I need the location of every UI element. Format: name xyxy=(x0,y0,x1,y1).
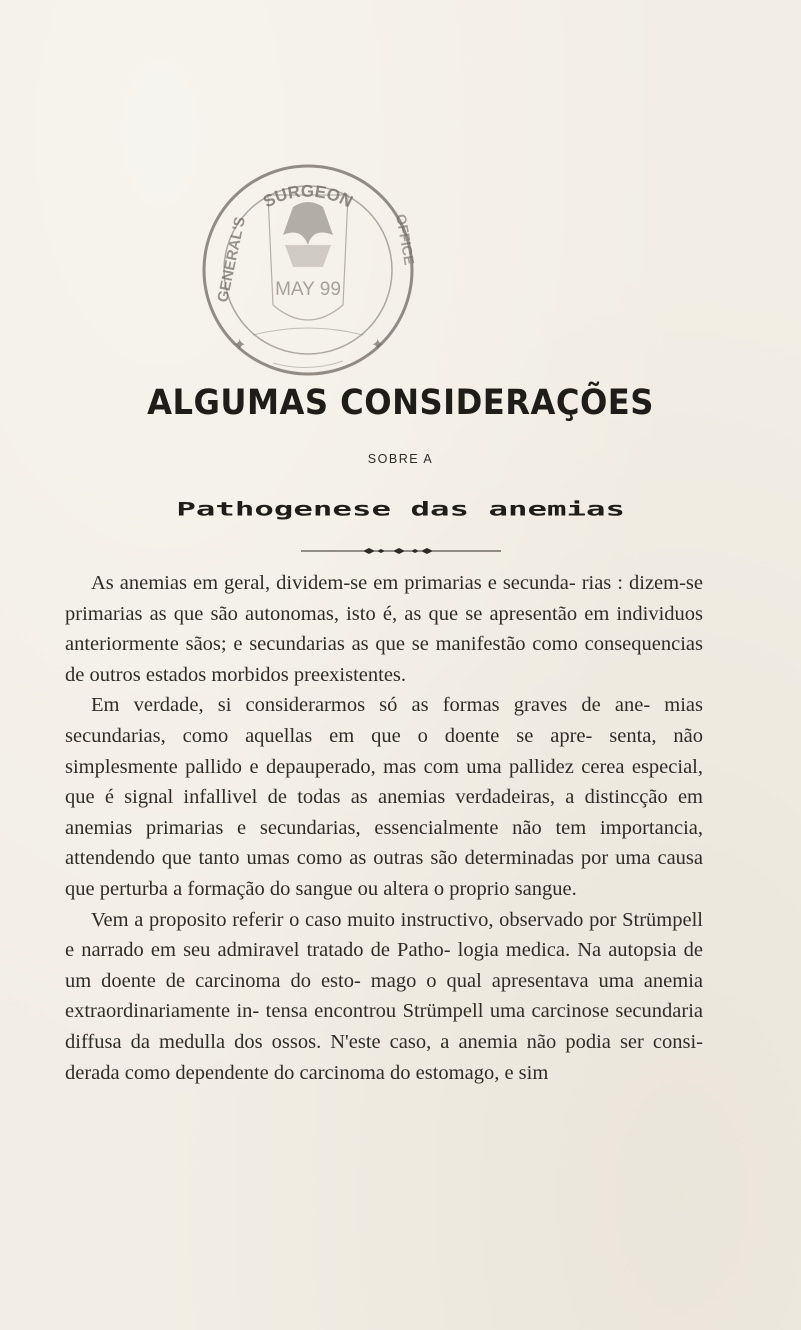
stamp-seal-icon xyxy=(193,135,423,407)
document-title: ALGUMAS CONSIDERAÇÕES xyxy=(147,383,654,423)
paragraph: Vem a proposito referir o caso muito instructivo, observado por Strümpell e narrado em seu admiravel tratado de Patho- logia medica. Na autopsia de um doente de carcinoma do esto- mago o qual apresentava uma anemia extraordinariamente in- tensa encontrou Strümpell uma carcinose secundaria diffusa da medulla dos ossos. N'este caso, a anemia não podia ser consi- derada como dependente do carcinoma do estomago, e sim xyxy=(65,908,703,1084)
divider-ornament xyxy=(301,545,501,557)
paragraph: As anemias em geral, dividem-se em primarias e secunda- rias : dizem-se primarias as que são autonomas, isto é, as que se apresentão em individuos anteriormente sãos; e secundarias as que se manifestão como consequencias de outros estados morbidos preexistentes. xyxy=(65,572,703,686)
document-subtitle: SOBRE A xyxy=(367,452,434,466)
stamp-date: MAY 99 xyxy=(275,279,341,300)
body-text xyxy=(65,568,703,1088)
stamp-left-text: GENERAL'S xyxy=(214,215,249,304)
library-stamp xyxy=(193,135,423,407)
stamp-top-text: SURGEON xyxy=(260,181,356,212)
svg-text:✦: ✦ xyxy=(371,337,385,354)
svg-text:✦: ✦ xyxy=(233,337,247,354)
section-heading-text: Pathogenese das anemias xyxy=(176,498,625,521)
paragraph: Em verdade, si considerarmos só as formas graves de ane- mias secundarias, como aquellas em que o doente se apre- senta, não simplesmente pallido e depauperado, mas com uma pallidez cerea especial, que é signal infallivel de todas as anemias verdadeiras, a distincção em anemias primarias e secundarias, essencialmente não tem importancia, attendendo que tanto umas como as outras são determinadas por uma causa que perturba a formação do sangue ou altera o proprio sangue. xyxy=(65,694,703,900)
section-heading xyxy=(0,492,801,527)
stamp-right-text: OFFICE xyxy=(393,212,418,267)
